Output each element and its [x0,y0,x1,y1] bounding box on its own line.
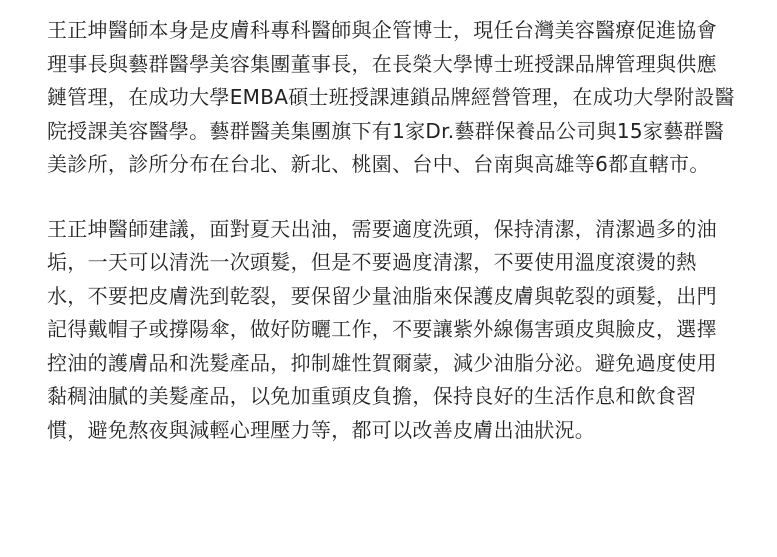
article-body [47,14,737,447]
paragraph-doctor-profile: 王正坤醫師本身是皮膚科專科醫師與企管博士，現任台灣美容醫療促進協會理事長與藝群醫學美容集團董事長，在長榮大學博士班授課品牌管理與供應鏈管理，在成功大學EMBA碩士班授課連鎖品牌經營管理，在成功大學附設醫院授課美容醫學。藝群醫美集團旗下有1家Dr.藝群保養品公司與15家藝群醫美診所，診所分布在台北、新北、桃園、台中、台南與高雄等6都直轄市。 [47,18,735,176]
paragraph-doctor-advice: 王正坤醫師建議，面對夏天出油，需要適度洗頭，保持清潔，清潔過多的油垢，一天可以清洗一次頭髮，但是不要過度清潔，不要使用溫度滾燙的熱水，不要把皮膚洗到乾裂，要保留少量油脂來保護皮膚與乾裂的頭髮，出門記得戴帽子或撐陽傘，做好防曬工作，不要讓紫外線傷害頭皮與臉皮，選擇控油的護膚品和洗髮產品，抑制雄性賀爾蒙，減少油脂分泌。避免過度使用黏稠油膩的美髮產品，以免加重頭皮負擔，保持良好的生活作息和飲食習慣，避免熬夜與減輕心理壓力等，都可以改善皮膚出油狀況。 [47,216,717,442]
